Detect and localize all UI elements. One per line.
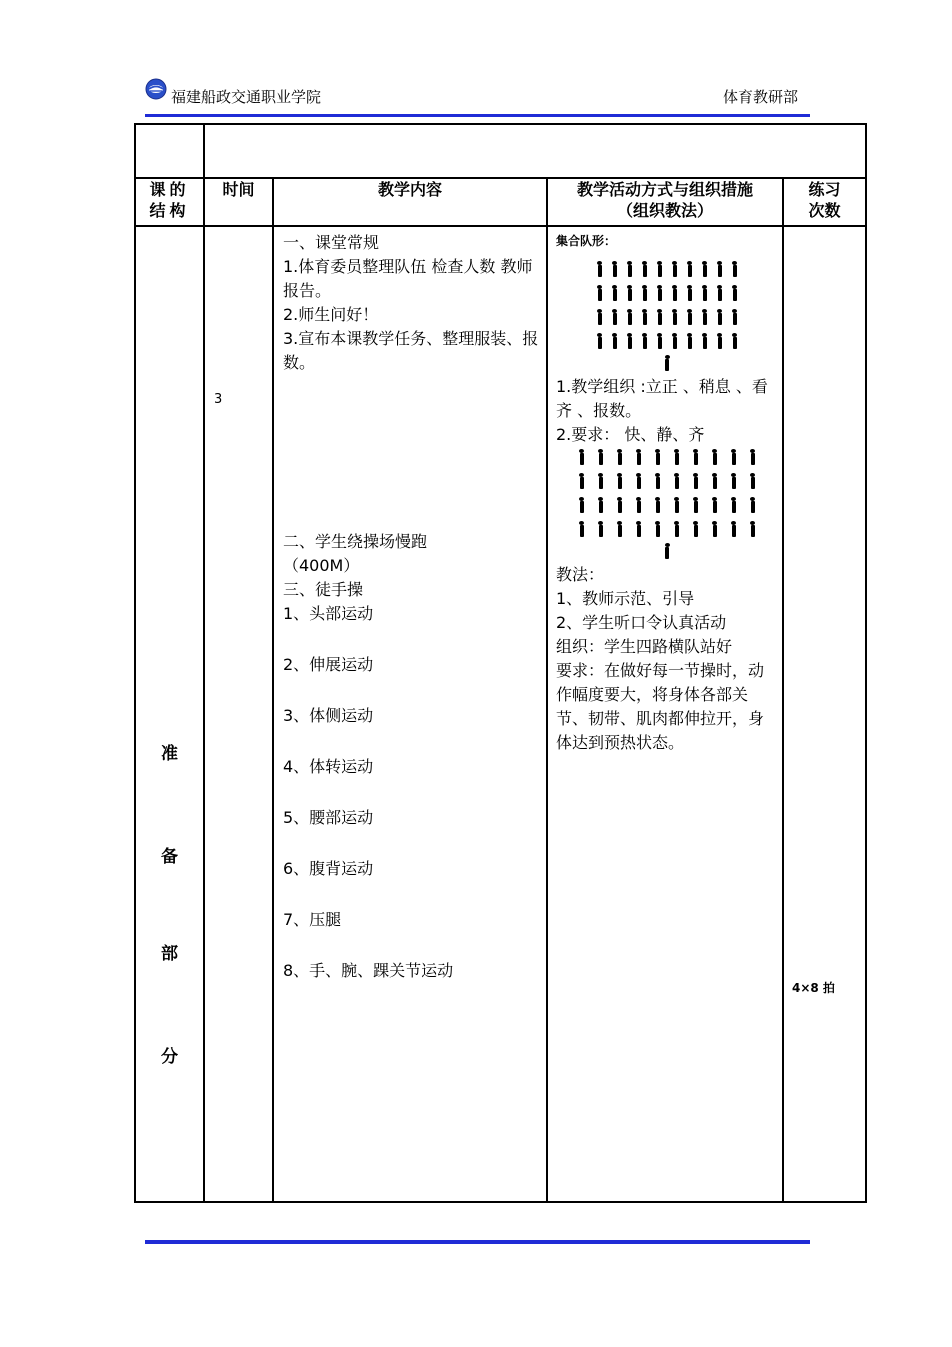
student-figure-icon: [628, 265, 632, 277]
student-figure-icon: [718, 337, 722, 349]
student-figure-icon: [598, 289, 602, 301]
exercise-item: 8、手、腕、踝关节运动: [283, 961, 454, 980]
student-figure-icon: [718, 289, 722, 301]
exercise-item: 3、体侧运动: [283, 706, 374, 725]
page-header: [145, 72, 810, 106]
student-figure-icon: [637, 453, 641, 465]
student-figure-icon: [694, 501, 698, 513]
student-figure-icon: [598, 313, 602, 325]
student-figure-icon: [733, 337, 737, 349]
blank-row: [135, 124, 866, 178]
student-figure-icon: [637, 477, 641, 489]
student-figure-icon: [675, 525, 679, 537]
reps-cell: [783, 226, 866, 1202]
student-figure-icon: [673, 265, 677, 277]
student-figure-icon: [613, 337, 617, 349]
student-figure-icon: [656, 453, 660, 465]
student-figure-icon: [673, 289, 677, 301]
footer-rule: [145, 1240, 810, 1244]
student-figure-icon: [694, 453, 698, 465]
student-figure-icon: [599, 477, 603, 489]
student-figure-icon: [628, 313, 632, 325]
student-figure-icon: [613, 313, 617, 325]
exercise-item: 6、腹背运动: [283, 859, 374, 878]
structure-char: 部: [161, 944, 178, 964]
teacher-row: [556, 355, 778, 375]
student-figure-icon: [718, 313, 722, 325]
structure-char: 备: [161, 847, 178, 867]
student-figure-icon: [658, 265, 662, 277]
formation-row: [556, 331, 778, 355]
student-figure-icon: [643, 265, 647, 277]
student-figure-icon: [688, 289, 692, 301]
student-figure-icon: [688, 313, 692, 325]
routine-title: 一、课堂常规: [283, 233, 380, 252]
formation-row: [556, 519, 778, 543]
teacher-figure-icon: [665, 359, 669, 371]
student-figure-icon: [643, 313, 647, 325]
student-figure-icon: [599, 453, 603, 465]
student-figure-icon: [703, 289, 707, 301]
student-figure-icon: [599, 501, 603, 513]
student-figure-icon: [733, 313, 737, 325]
exercise-item: 4、体转运动: [283, 757, 374, 776]
organization-note: 组织：学生四路横队站好: [556, 637, 733, 656]
header-reps: 练习 次数: [783, 178, 866, 226]
student-figure-icon: [580, 477, 584, 489]
structure-char: 分: [161, 1047, 178, 1067]
student-figure-icon: [598, 337, 602, 349]
student-figure-icon: [618, 525, 622, 537]
student-figure-icon: [751, 525, 755, 537]
student-figure-icon: [703, 337, 707, 349]
school-emblem-icon: [145, 78, 167, 100]
student-figure-icon: [618, 477, 622, 489]
school-name: 福建船政交通职业学院: [171, 88, 322, 106]
student-figure-icon: [637, 501, 641, 513]
formation-row: [556, 283, 778, 307]
student-figure-icon: [658, 289, 662, 301]
exercise-list: [283, 602, 540, 983]
student-figure-icon: [628, 289, 632, 301]
student-figure-icon: [658, 337, 662, 349]
student-figure-icon: [732, 477, 736, 489]
student-figure-icon: [658, 313, 662, 325]
student-figure-icon: [688, 265, 692, 277]
student-figure-icon: [613, 265, 617, 277]
student-figure-icon: [637, 525, 641, 537]
exercise-item: 7、压腿: [283, 910, 342, 929]
jog-title: 二、学生绕操场慢跑: [283, 532, 428, 551]
reps-value: 4×8 拍: [792, 981, 835, 995]
formation-row: [556, 495, 778, 519]
student-figure-icon: [694, 525, 698, 537]
student-figure-icon: [733, 289, 737, 301]
blank-cell-right: [204, 124, 866, 178]
jog-distance: （400M）: [283, 556, 360, 575]
student-figure-icon: [656, 501, 660, 513]
student-figure-icon: [673, 313, 677, 325]
formation-row: [556, 307, 778, 331]
student-figure-icon: [713, 477, 717, 489]
student-figure-icon: [751, 453, 755, 465]
student-figure-icon: [703, 265, 707, 277]
student-figure-icon: [628, 337, 632, 349]
method-cell: [547, 226, 783, 1202]
header-method: 教学活动方式与组织措施 （组织教法）: [547, 178, 783, 226]
student-figure-icon: [694, 477, 698, 489]
requirement-note: 要求：在做好每一节操时，动作幅度要大，将身体各部关节、韧带、肌肉都伸拉开，身体达到预热状态。: [556, 661, 765, 752]
student-figure-icon: [580, 525, 584, 537]
student-figure-icon: [732, 525, 736, 537]
blank-cell-left: [135, 124, 204, 178]
student-figure-icon: [732, 501, 736, 513]
formation-title: 集合队形：: [556, 234, 617, 248]
student-figure-icon: [643, 289, 647, 301]
student-figure-icon: [598, 265, 602, 277]
student-figure-icon: [713, 525, 717, 537]
student-figure-icon: [751, 501, 755, 513]
structure-cell: [135, 226, 204, 1202]
formation-row: [556, 259, 778, 283]
student-figure-icon: [580, 501, 584, 513]
student-figure-icon: [713, 453, 717, 465]
time-cell: [204, 226, 273, 1202]
department-name: 体育教研部: [722, 88, 798, 106]
body-row: [135, 226, 866, 1202]
student-figure-icon: [703, 313, 707, 325]
content-cell: [273, 226, 547, 1202]
teacher-row: [556, 543, 778, 563]
exercise-title: 三、徒手操: [283, 580, 364, 599]
formation-row: [556, 471, 778, 495]
header-content: 教学内容: [273, 178, 547, 226]
organization-line: 1.教学组织 :立正 、稍息 、看齐 、报数。: [556, 377, 768, 420]
routine-item: 1.体育委员整理队伍 检查人数 教师报告。: [283, 257, 533, 300]
routine-item: 2.师生问好！: [283, 305, 379, 324]
teaching-step: 2、学生听口令认真活动: [556, 613, 727, 632]
student-figure-icon: [613, 289, 617, 301]
formation-row: [556, 447, 778, 471]
student-figure-icon: [718, 265, 722, 277]
lesson-plan-table: [134, 123, 867, 1203]
student-figure-icon: [688, 337, 692, 349]
header-time: 时间: [204, 178, 273, 226]
formation-diagram: [556, 259, 778, 375]
header-structure: 课的 结构: [135, 178, 204, 226]
student-figure-icon: [733, 265, 737, 277]
header-row: [135, 178, 866, 226]
time-value: 3: [214, 392, 223, 407]
student-figure-icon: [675, 477, 679, 489]
student-figure-icon: [732, 453, 736, 465]
teacher-figure-icon: [665, 547, 669, 559]
exercise-item: 5、腰部运动: [283, 808, 374, 827]
student-figure-icon: [618, 453, 622, 465]
student-figure-icon: [599, 525, 603, 537]
teaching-step: 1、教师示范、引导: [556, 589, 695, 608]
student-figure-icon: [656, 477, 660, 489]
student-figure-icon: [713, 501, 717, 513]
student-figure-icon: [751, 477, 755, 489]
exercise-item: 1、头部运动: [283, 604, 374, 623]
header-rule: [145, 114, 810, 117]
student-figure-icon: [673, 337, 677, 349]
student-figure-icon: [643, 337, 647, 349]
student-figure-icon: [656, 525, 660, 537]
requirement-line: 2.要求： 快、静、齐: [556, 425, 705, 444]
exercise-item: 2、伸展运动: [283, 655, 374, 674]
student-figure-icon: [618, 501, 622, 513]
student-figure-icon: [580, 453, 584, 465]
student-figure-icon: [675, 453, 679, 465]
formation-diagram: [556, 447, 778, 563]
teaching-title: 教法：: [556, 565, 605, 584]
student-figure-icon: [675, 501, 679, 513]
structure-char: 准: [161, 744, 178, 764]
routine-item: 3.宣布本课教学任务、整理服装、报数。: [283, 329, 539, 372]
